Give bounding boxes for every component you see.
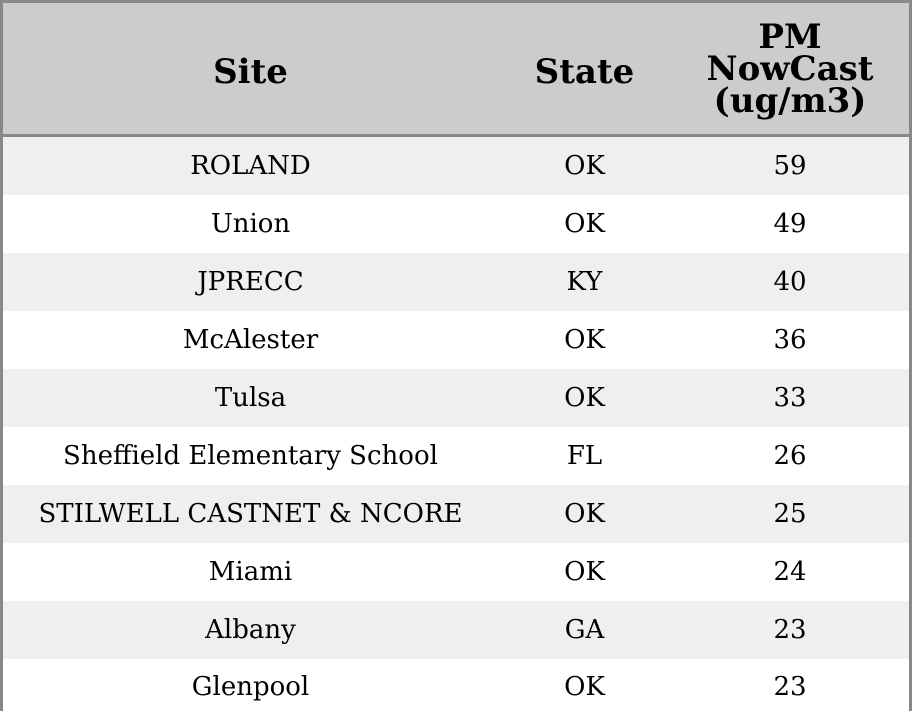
- table-body: [3, 136, 909, 714]
- site-cell: Miami: [3, 543, 498, 601]
- pm-nowcast-cell: 33: [671, 369, 909, 427]
- site-cell: ROLAND: [3, 136, 498, 196]
- column-header-site: Site: [3, 3, 498, 136]
- table-row: [3, 136, 909, 196]
- site-cell: JPRECC: [3, 253, 498, 311]
- pm-nowcast-cell: 36: [671, 311, 909, 369]
- table-header-row: [3, 3, 909, 136]
- site-cell: STILWELL CASTNET & NCORE: [3, 485, 498, 543]
- table-row: [3, 427, 909, 485]
- state-cell: OK: [498, 195, 671, 253]
- table-row: [3, 253, 909, 311]
- site-cell: Sheffield Elementary School: [3, 427, 498, 485]
- pm-nowcast-cell: 49: [671, 195, 909, 253]
- state-cell: FL: [498, 427, 671, 485]
- pm-nowcast-table: [3, 3, 909, 714]
- pm-nowcast-cell: 59: [671, 136, 909, 196]
- column-header-pm-nowcast: [671, 3, 909, 136]
- state-cell: OK: [498, 659, 671, 714]
- state-cell: OK: [498, 543, 671, 601]
- table-row: [3, 601, 909, 659]
- state-cell: KY: [498, 253, 671, 311]
- state-cell: OK: [498, 485, 671, 543]
- pm-nowcast-cell: 40: [671, 253, 909, 311]
- state-cell: OK: [498, 369, 671, 427]
- site-cell: Tulsa: [3, 369, 498, 427]
- state-cell: GA: [498, 601, 671, 659]
- column-header-state: State: [498, 3, 671, 136]
- pm-nowcast-cell: 26: [671, 427, 909, 485]
- table-row: [3, 369, 909, 427]
- state-cell: OK: [498, 311, 671, 369]
- table-row: [3, 485, 909, 543]
- pm-nowcast-cell: 24: [671, 543, 909, 601]
- site-cell: Albany: [3, 601, 498, 659]
- site-cell: Glenpool: [3, 659, 498, 714]
- pm-nowcast-cell: 23: [671, 659, 909, 714]
- table-row: [3, 659, 909, 714]
- table-row: [3, 543, 909, 601]
- site-cell: McAlester: [3, 311, 498, 369]
- site-cell: Union: [3, 195, 498, 253]
- table-row: [3, 195, 909, 253]
- column-header-pm-line-1: PM: [671, 21, 909, 53]
- pm-nowcast-cell: 23: [671, 601, 909, 659]
- pm-nowcast-cell: 25: [671, 485, 909, 543]
- table-row: [3, 311, 909, 369]
- state-cell: OK: [498, 136, 671, 196]
- column-header-pm-line-2: NowCast: [671, 53, 909, 85]
- column-header-pm-line-3: (ug/m3): [671, 85, 909, 117]
